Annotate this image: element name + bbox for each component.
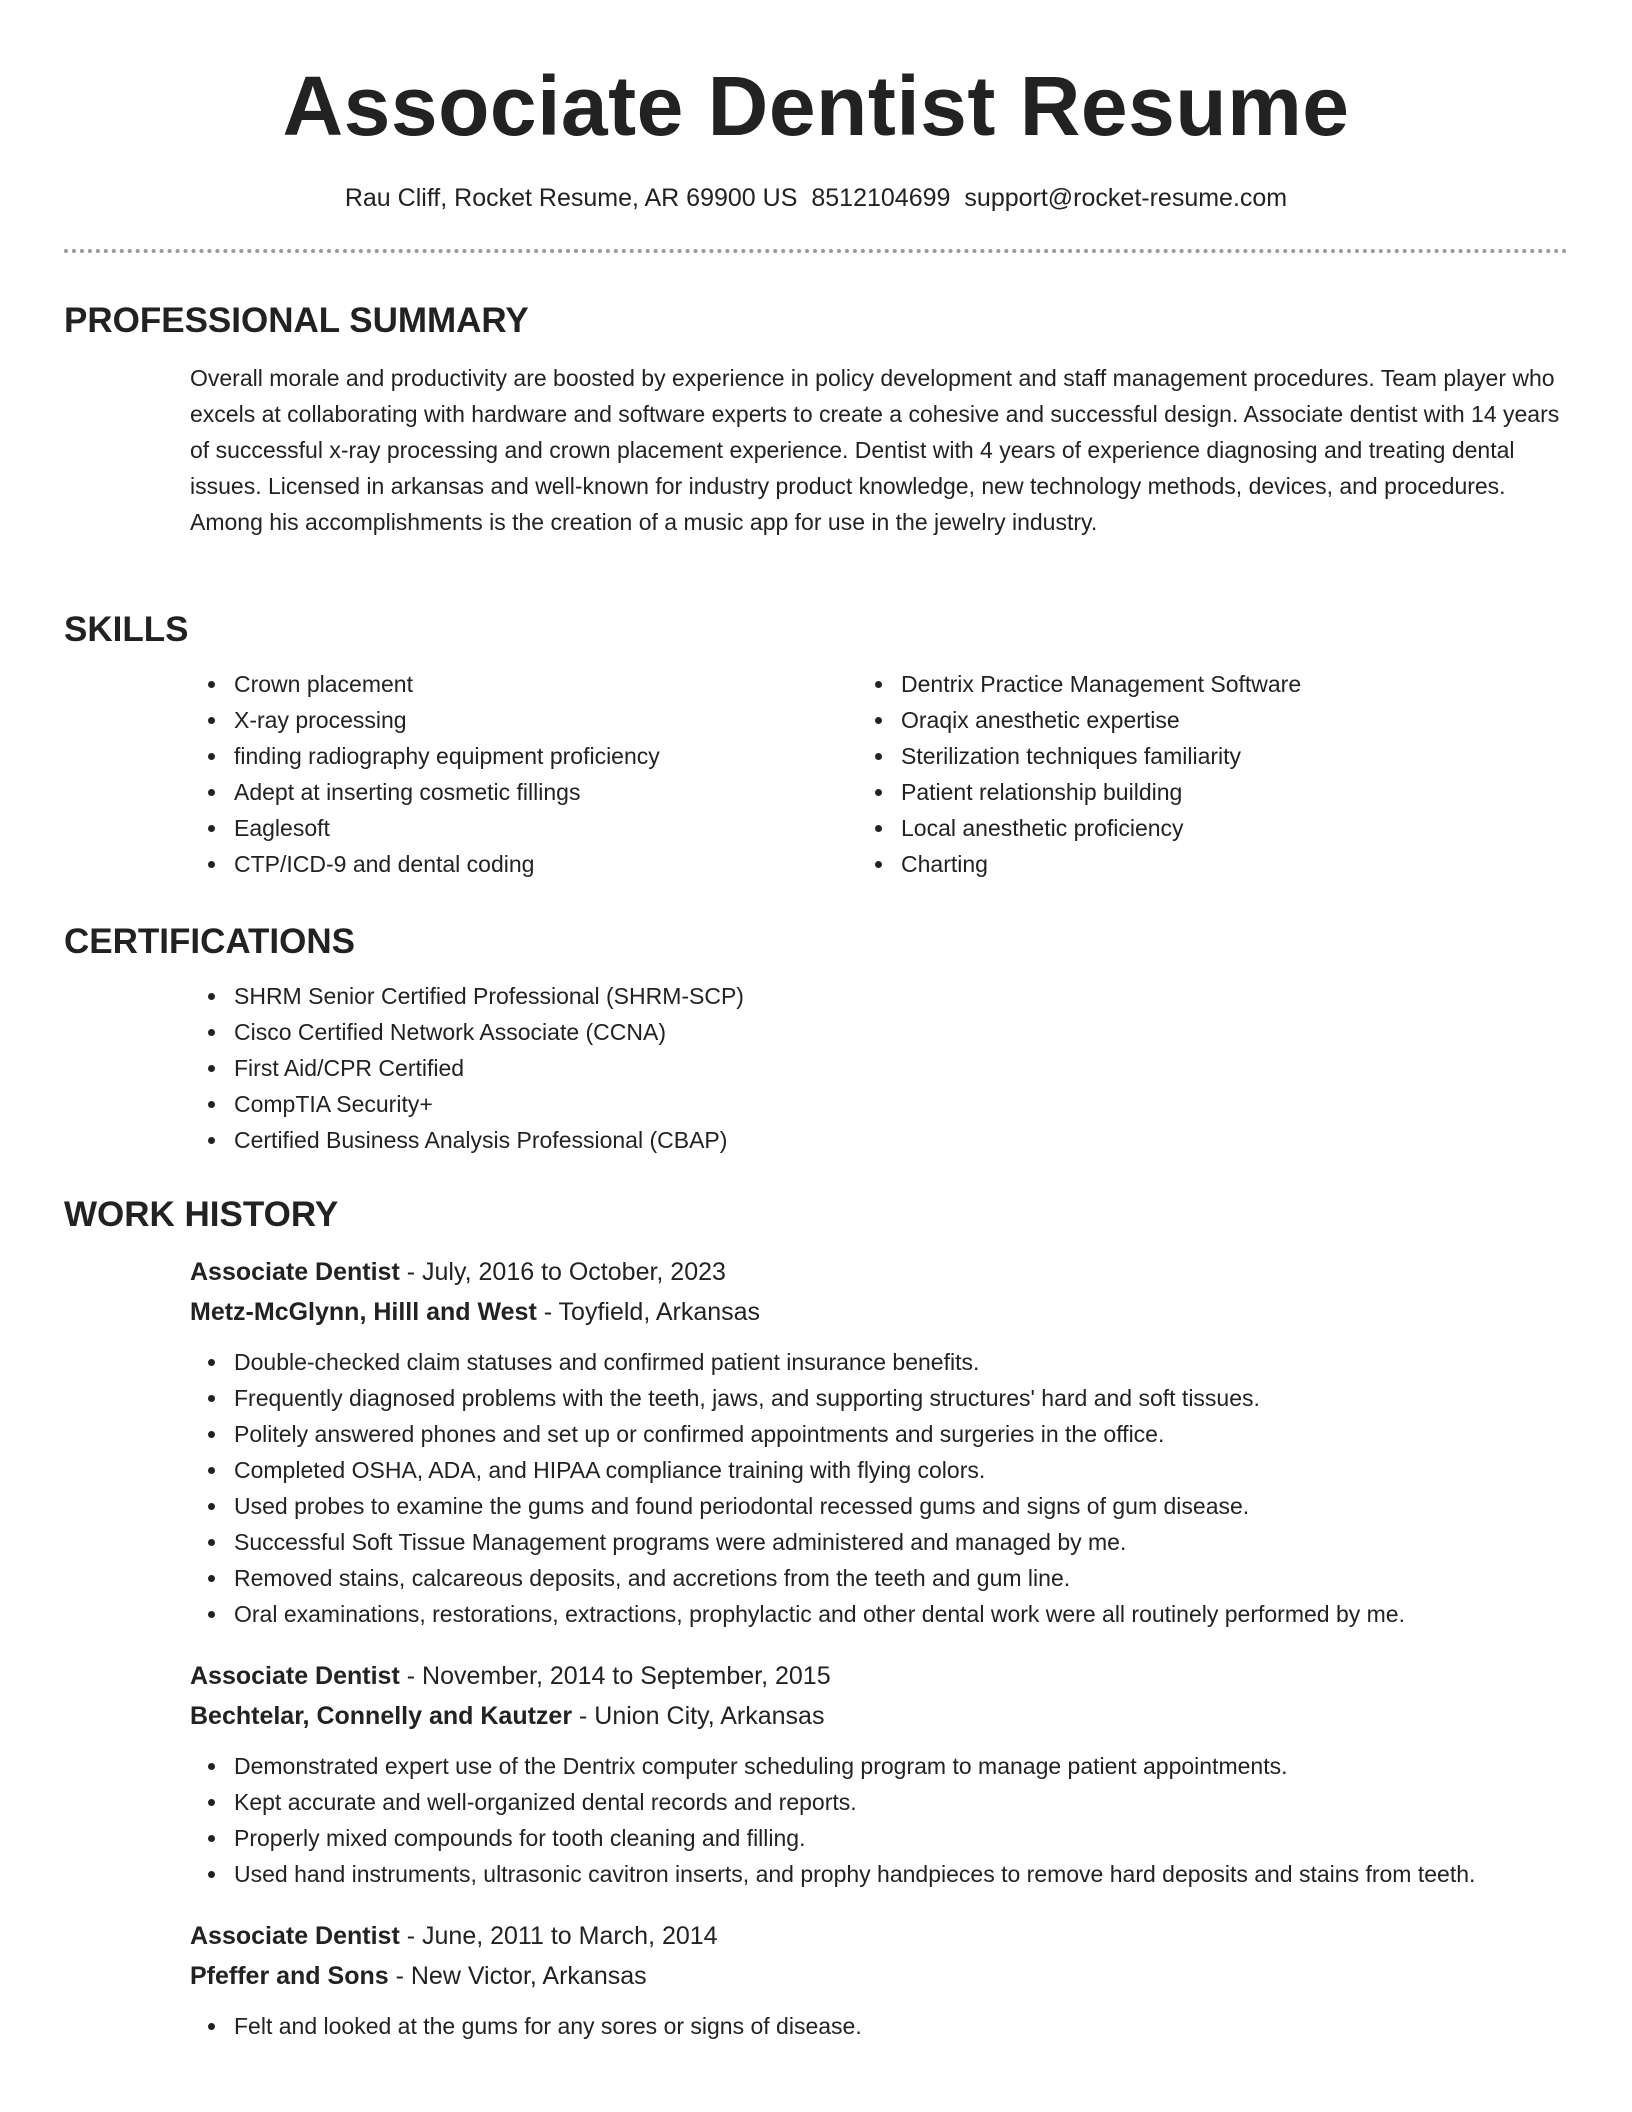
certifications-section — [64, 921, 1568, 1158]
job-location: - New Victor, Arkansas — [388, 1962, 647, 1990]
list-item: Properly mixed compounds for tooth cleaning and filling. — [234, 1820, 1528, 1856]
contact-line — [64, 181, 1568, 215]
list-item: Certified Business Analysis Professional (CBAP) — [234, 1122, 1568, 1158]
job-title-line — [190, 1916, 1568, 1956]
list-item: Used hand instruments, ultrasonic cavitron inserts, and prophy handpieces to remove hard deposits and stains from teeth. — [234, 1856, 1528, 1892]
list-item: Cisco Certified Network Associate (CCNA) — [234, 1014, 1568, 1050]
list-item: Removed stains, calcareous deposits, and accretions from the teeth and gum line. — [234, 1560, 1568, 1596]
list-item: Kept accurate and well-organized dental records and reports. — [234, 1784, 1528, 1820]
list-item: Crown placement — [234, 666, 901, 702]
list-item: CTP/ICD-9 and dental coding — [234, 846, 901, 882]
job-company: Pfeffer and Sons — [190, 1962, 389, 1990]
list-item: Charting — [901, 846, 1568, 882]
job-role: Associate Dentist — [190, 1662, 400, 1690]
list-item: Double-checked claim statuses and confirmed patient insurance benefits. — [234, 1344, 1568, 1380]
job-company: Metz-McGlynn, Hilll and West — [190, 1298, 537, 1326]
job-entry — [64, 1656, 1568, 1892]
job-entry — [64, 1916, 1568, 2044]
skills-section — [64, 609, 1568, 882]
certifications-list — [64, 978, 1568, 1158]
job-role: Associate Dentist — [190, 1922, 400, 1950]
skills-list-right — [901, 666, 1568, 882]
list-item: Used probes to examine the gums and found periodontal recessed gums and signs of gum disease. — [234, 1488, 1568, 1524]
skills-columns — [64, 666, 1568, 882]
job-title-line — [190, 1656, 1568, 1696]
header-divider — [64, 249, 1568, 253]
contact-address: Rau Cliff, Rocket Resume, AR 69900 US — [344, 184, 798, 212]
list-item: SHRM Senior Certified Professional (SHRM-SCP) — [234, 978, 1568, 1014]
list-item: Completed OSHA, ADA, and HIPAA compliance training with flying colors. — [234, 1452, 1568, 1488]
list-item: Adept at inserting cosmetic fillings — [234, 774, 901, 810]
resume-page — [64, 0, 1568, 2039]
job-title-line — [190, 1252, 1568, 1292]
skills-heading: SKILLS — [64, 610, 189, 649]
job-company-line — [190, 1696, 1568, 1736]
summary-text: Overall morale and productivity are boosted by experience in policy development and staff management procedures. Team player who excels at collaborating with hardware and software experts to create a cohesive and successful design. Associate dentist with 14 years of successful x-ray processing and crown placement experience. Dentist with 4 years of experience diagnosing and treating dental issues. Licensed in arkansas and well-known for industry product knowledge, new technology methods, devices, and procedures. Among his accomplishments is the creation of a music app for use in the jewelry industry. — [190, 365, 1560, 535]
list-item: Sterilization techniques familiarity — [901, 738, 1568, 774]
job-location: - Union City, Arkansas — [572, 1702, 825, 1730]
job-location: - Toyfield, Arkansas — [536, 1298, 761, 1326]
list-item: First Aid/CPR Certified — [234, 1050, 1568, 1086]
job-dates: - June, 2011 to March, 2014 — [399, 1922, 718, 1950]
job-company-line — [190, 1956, 1568, 1996]
list-item: Successful Soft Tissue Management programs were administered and managed by me. — [234, 1524, 1568, 1560]
list-item: Oral examinations, restorations, extractions, prophylactic and other dental work were all routinely performed by me. — [234, 1596, 1568, 1632]
job-duties-list — [64, 2008, 1568, 2044]
certifications-heading: CERTIFICATIONS — [64, 922, 356, 961]
work-history-heading: WORK HISTORY — [64, 1195, 339, 1234]
list-item: X-ray processing — [234, 702, 901, 738]
list-item: Politely answered phones and set up or confirmed appointments and surgeries in the office. — [234, 1416, 1568, 1452]
list-item: Patient relationship building — [901, 774, 1568, 810]
job-duties-list — [64, 1748, 1568, 1892]
list-item: Eaglesoft — [234, 810, 901, 846]
list-item: Dentrix Practice Management Software — [901, 666, 1568, 702]
resume-title: Associate Dentist Resume — [282, 59, 1350, 153]
work-history-section — [64, 1194, 1568, 2044]
summary-section — [64, 300, 1568, 540]
contact-phone: 8512104699 — [811, 184, 951, 212]
list-item: Local anesthetic proficiency — [901, 810, 1568, 846]
job-duties-list — [64, 1344, 1568, 1632]
job-dates: - July, 2016 to October, 2023 — [399, 1258, 726, 1286]
list-item: Oraqix anesthetic expertise — [901, 702, 1568, 738]
list-item: Felt and looked at the gums for any sores or signs of disease. — [234, 2008, 1568, 2044]
list-item: finding radiography equipment proficiency — [234, 738, 901, 774]
job-dates: - November, 2014 to September, 2015 — [399, 1662, 831, 1690]
job-company: Bechtelar, Connelly and Kautzer — [190, 1702, 573, 1730]
skills-list-left — [64, 666, 901, 882]
list-item: Frequently diagnosed problems with the teeth, jaws, and supporting structures' hard and soft tissues. — [234, 1380, 1568, 1416]
contact-email: support@rocket-resume.com — [964, 184, 1288, 212]
job-entry — [64, 1252, 1568, 1632]
list-item: CompTIA Security+ — [234, 1086, 1568, 1122]
list-item: Demonstrated expert use of the Dentrix computer scheduling program to manage patient appointments. — [234, 1748, 1528, 1784]
job-company-line — [190, 1292, 1568, 1332]
summary-heading: PROFESSIONAL SUMMARY — [64, 301, 529, 340]
job-role: Associate Dentist — [190, 1258, 400, 1286]
